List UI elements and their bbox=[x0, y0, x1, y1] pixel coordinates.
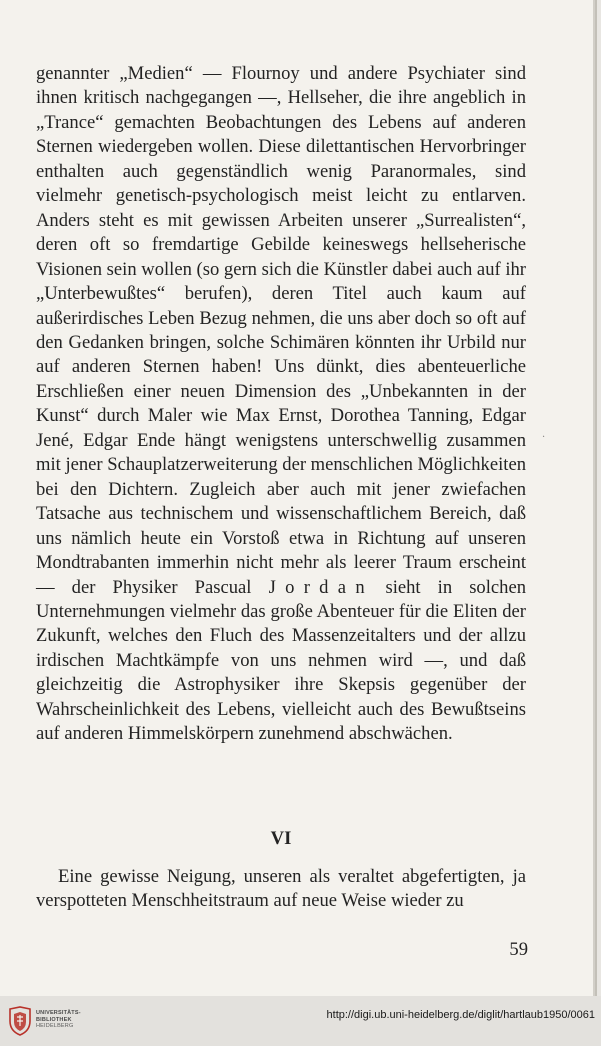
library-name-line-2: BIBLIOTHEK bbox=[36, 1016, 72, 1023]
viewer-footer bbox=[0, 996, 601, 1046]
body-paragraph-1 bbox=[36, 62, 526, 747]
section-heading: VI bbox=[270, 828, 292, 849]
source-url-link[interactable]: http://digi.ub.uni-heidelberg.de/diglit/hartlaub1950/0061 bbox=[326, 1009, 595, 1021]
paragraph-1-text-before: genannter „Medien“ — Flournoy und andere Psychiater sind ihnen kritisch nachgegangen —, Hellseher, die ihre angeblich in „Trance“ gemachten Beobachtungen des Lebens auf anderen Sternen wiedergeben wollen. Diese dilettantischen Hervorbringer enthalten auch gegenständlich wenig Paranormales, sind vielmehr genetisch-psychologisch meist leicht zu entlarven. Anders steht es mit gewissen Arbeiten unserer „Surrealisten“, deren oft so fremdartige Gebilde keineswegs hellseherische Visionen sein wollen (so gern sich die Künstler dabei auch auf ihr „Unterbewußtes“ berufen), deren Titel auch kaum auf außerirdisches Leben Bezug nehmen, die uns aber doch so oft auf den Gedanken bringen, solche Schimären könnten ihr Urbild nur auf anderen Sternen haben! Uns dünkt, dies abenteuerliche Erschließen einer neuen Dimension des „Unbekannten in der Kunst“ durch Maler wie Max Ernst, Dorothea Tanning, Edgar Jené, Edgar Ende hängt wenigstens unterschwellig zusammen mit jener Schauplatzerweiterung der menschlichen Möglichkeiten bei den Dichtern. Zugleich aber auch mit jener zwiefachen Tatsache aus technischem und wissenschaftlichem Bereich, daß uns nämlich heute ein Vorstoß etwa in Richtung auf unseren Mondtrabanten immerhin nicht mehr als leerer Traum erscheint — der Physiker Pascual bbox=[36, 63, 526, 598]
library-name-line-1: UNIVERSITÄTS- bbox=[36, 1010, 81, 1016]
library-name-line-3: HEIDELBERG bbox=[36, 1023, 74, 1029]
margin-mark: · bbox=[542, 432, 546, 443]
university-library-logo-icon bbox=[8, 1006, 32, 1036]
page-number: 59 bbox=[509, 939, 528, 960]
author-name-spaced: Jordan bbox=[268, 576, 374, 598]
body-paragraph-2: Eine gewisse Neigung, unseren als veraltet abgefertigten, ja verspotteten Menschheitstraum auf neue Weise wieder zu bbox=[36, 866, 526, 912]
library-name bbox=[36, 1010, 81, 1030]
paragraph-1-text-after: sieht in solchen Unternehmungen vielmehr das große Abenteuer für die Eliten der Zukunft, welches den Fluch des Massenzeitalters und der allzu irdischen Machtkämpfe von uns nehmen wird —, und daß gleichzeitig die Astrophysiker ihre Skepsis gegenüber der Wahrscheinlichkeit des Lebens, vielleicht auch des Bewußtseins auf anderen Himmelskörpern zunehmend abschwächen. bbox=[36, 576, 526, 745]
